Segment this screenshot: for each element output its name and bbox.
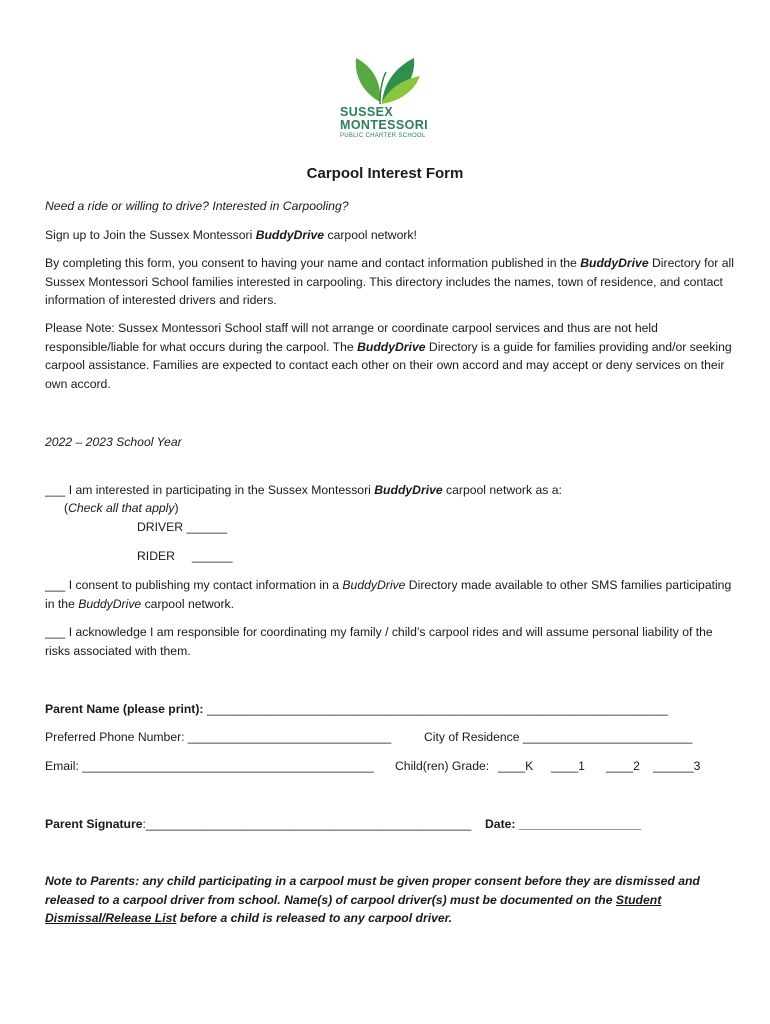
grade-label: Child(ren) Grade:: [395, 759, 490, 773]
school-logo: [336, 50, 436, 142]
publish-consent-line[interactable]: ___ I consent to publishing my contact information in a BuddyDrive Directory made available to other SMS families participating in the BuddyDrive carpool network.: [45, 578, 732, 611]
date-field[interactable]: Date: __________________: [485, 817, 641, 831]
signup-line: Sign up to Join the Sussex Montessori BuddyDrive carpool network!: [45, 228, 417, 242]
school-year: 2022 – 2023 School Year: [45, 435, 182, 449]
grade-2-field[interactable]: ____2: [606, 759, 640, 773]
signature-field[interactable]: Parent Signature:________________________________________________: [45, 817, 472, 831]
logo-text-sussex: SUSSEX: [340, 105, 394, 119]
consent-paragraph: By completing this form, you consent to having your name and contact information published in the BuddyDrive Directory for all Sussex Montessori School families interested in carpooling. This directory includes the names, town of residence, and contact information of interested drivers and riders.: [45, 256, 734, 307]
driver-option[interactable]: DRIVER ______: [137, 520, 228, 534]
acknowledge-line[interactable]: ___ I acknowledge I am responsible for coordinating my family / child’s carpool rides and will assume personal liability of the risks associated with them.: [45, 625, 713, 658]
form-title: Carpool Interest Form: [306, 165, 464, 182]
check-all-note: (Check all that apply): [64, 501, 179, 515]
interest-checkbox-line[interactable]: ___ I am interested in participating in the Sussex Montessori BuddyDrive carpool network as a:: [45, 483, 562, 497]
email-field[interactable]: Email: ___________________________________________: [45, 759, 374, 773]
grade-1-field[interactable]: ____1: [551, 759, 585, 773]
parents-note: Note to Parents: any child participating in a carpool must be given proper consent before they are dismissed and released to a carpool driver from school. Name(s) of carpool driver(s) must be documented on the Student Dismissal/Release List before a child is released to any carpool driver.: [45, 874, 700, 925]
grade-3-field[interactable]: ______3: [653, 759, 701, 773]
parent-name-field[interactable]: Parent Name (please print): ____________________________________________________________________: [45, 702, 668, 716]
grade-k-field[interactable]: ____K: [498, 759, 534, 773]
logo-text-montessori: MONTESSORI: [340, 118, 429, 132]
disclaimer-paragraph: Please Note: Sussex Montessori School staff will not arrange or coordinate carpool services and thus are not held responsible/liable for what occurs during the carpool. The BuddyDrive Directory is a guide for families providing and/or seeking carpool assistance. Families are expected to contact each other on their own accord and may accept or deny services on their own accord.: [45, 321, 732, 391]
logo-text-subtitle: PUBLIC CHARTER SCHOOL: [340, 133, 426, 139]
leaves-icon: [336, 50, 436, 106]
city-field[interactable]: City of Residence _________________________: [424, 730, 693, 744]
rider-option[interactable]: RIDER ______: [137, 549, 233, 563]
intro-question: Need a ride or willing to drive? Interested in Carpooling?: [45, 199, 349, 213]
phone-field[interactable]: Preferred Phone Number: ______________________________: [45, 730, 392, 744]
dismissal-list-link[interactable]: Student Dismissal/Release List: [45, 892, 662, 925]
